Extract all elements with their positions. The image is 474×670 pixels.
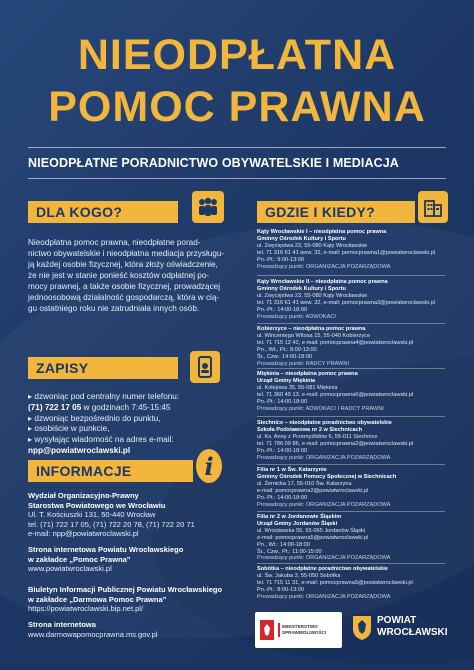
title-line-2: POMOC PRAWNA <box>48 83 426 131</box>
ministry-name: MINISTERSTWO <box>282 624 318 629</box>
title-line-1: NIEODPŁATNA <box>77 31 397 79</box>
list-item: (71) 722 17 05 w godzinach 7:45-15:45 <box>28 402 171 412</box>
divider <box>257 323 445 324</box>
info-block-bip: Biuletyn Informacji Publicznej Powiatu Wrocławskiego w zakładce „Darmowa Pomoc Prawna” https://powiatwroclawski.bip.net.pl/ <box>28 585 238 614</box>
list-item: ▸ dzwoniąc bezpośrednio do punktu, <box>28 413 161 423</box>
location-entry: Miękinia – nieodpłatna pomoc prawna Urząd Gminy Miękinia ul. Kolejowa 35, 55-081 Miękinia tel. 71 360 49 13, e-mail: pomocprawna6@powiatwroclawski.pl Pn.-Pt.: 14:00-18:00 Prowadzący punkt: ADWOKACI I RADCY PRAWNI <box>257 371 414 412</box>
section-heading-informacje: INFORMACJE <box>28 460 193 482</box>
divider <box>28 178 446 179</box>
list-item: ▸ wysyłając wiadomość na adres e-mail: <box>28 435 174 445</box>
location-entry: Kąty Wrocławskie II – nieodpłatna pomoc prawna Gminny Ośrodek Kultury i Sportu ul. Zwycięstwa 23, 55-080 Kąty Wrocławskie tel. 71 316 61 41 wew. 32, e-mail: pomocprawna3@powiatwroclawski.pl Pn.-Pt.: 14:00-18:00 Prowadzący punkt: ADWOKACI <box>257 279 435 320</box>
powiat-name: WROCŁAWSKI <box>377 627 448 638</box>
divider <box>257 416 445 417</box>
bip-link[interactable]: https://powiatwroclawski.bip.net.pl/ <box>28 604 144 614</box>
dla-kogo-text: Nieodpłatna pomoc prawna, nieodpłatne porad- nictwo obywatelskie i nieodpłatna mediacja przysługu- ją każdej osobie fizycznej, która złoży oświadczenie, że nie jest w stanie ponieść kosztów odpłatnej po- mocy prawnej, a także osobie fizycznej, prowadzącej jednoosobową działalność gospodarczą, która w cią- gu ostatniego roku nie zatrudniała innych osób. <box>28 238 225 313</box>
divider <box>28 147 446 148</box>
zapisy-list <box>28 392 238 457</box>
ministry-name: SPRAWIEDLIWOŚCI <box>282 629 327 635</box>
info-icon: i <box>196 449 222 483</box>
powiat-logo <box>352 612 452 648</box>
location-entry: Kobierzyce – nieodpłatna pomoc prawna ul. Wincentego Witosa 15, 55-040 Kobierzyce tel. 71 715 12 42, e-mail: pomocprawna4@powiatwroclawski.pl Pn., Wt., Pt.: 8:00-13:00 Śr., Czw.: 14:00-18:00 Prowadzący punkt: RADCY PRAWNI <box>257 326 414 367</box>
section-heading-zapisy: ZAPISY <box>28 357 178 379</box>
website-link[interactable]: www.powiatwroclawski.pl <box>28 564 112 574</box>
divider <box>257 511 445 512</box>
ministry-logo <box>255 612 342 648</box>
section-heading-dla-kogo: DLA KOGO? <box>28 201 178 223</box>
ms-link[interactable]: www.darmowapomocprawna.ms.gov.pl <box>28 629 158 639</box>
building-icon <box>418 191 448 223</box>
eagle-emblem-icon <box>260 620 274 640</box>
info-block-wydzial: Wydział Organizacyjno-Prawny Starostwa Powiatowego we Wrocławiu Ul. T. Kościuszki 131, 50-440 Wrocław tel. (71) 722 17 05, (71) 722 20 78, (71) 722 20 71 e-mail: npp@powiatwroclawski.pl <box>28 491 195 539</box>
divider <box>257 563 445 564</box>
location-entry: Siechnice – nieodpłatne poradnictwo obywatelskie Szkoła Podstawowa nr 2 w Siechnicach ul. Ks. Anny z Przemyślidów 6, 55-011 Siechnice tel. 71 786 09 86, e-mail: pomocprawna2@powiatwroclawski.pl Pn.-Pt.: 14:00-18:00 Prowadzący punkt: ORGANIZACJA POZARZĄDOWA <box>257 420 414 461</box>
phone-icon <box>190 351 220 383</box>
divider <box>257 275 445 276</box>
list-item: ▸ dzwoniąc pod centralny numer telefonu: <box>28 392 180 401</box>
location-entry: Sobótka – nieodpłatne poradnictwo obywatelskie ul. Św. Jakuba 3, 55-050 Sobótka tel. 71 715 11 31, e-mail: pomocprawna5@powiatwroclawski.pl Pn.-Pt.: 8:00-13:00 Prowadzący punkt: ORGANIZACJA POZARZĄDOWA <box>257 566 413 600</box>
list-item: ▸ osobiście w punkcie, <box>28 424 110 434</box>
coat-of-arms-icon <box>352 615 372 641</box>
location-entry: Kąty Wrocławskie I – nieodpłatna pomoc prawna Gminny Ośrodek Kultury i Sportu ul. Zwycięstwa 23, 55-080 Kąty Wrocławskie tel. 71 316 61 41 wew. 32, e-mail: pomocprawna1@powiatwroclawski.pl Pn.-Pt.: 9:00-13:00 Prowadzący punkt: ORGANIZACJA POZARZĄDOWA <box>257 229 435 270</box>
people-icon <box>192 191 224 223</box>
powiat-name: POWIAT <box>377 615 417 626</box>
subtitle: NIEODPŁATNE PORADNICTWO OBYWATELSKIE I MEDIACJA <box>28 156 399 170</box>
divider <box>257 368 445 369</box>
location-entry: Filia nr 2 w Jordanowie Śląskim Urząd Gminy Jordanów Śląski ul. Wrocławska 55, 55-065 Jordanów Śląski e-mail: pomocprawna5@powiatwroclawski.pl Pn., Wt.: 14:00-18:00 Śr., Czw., Pt.: 11:00-15:00 Prowadzący punkt: ORGANIZACJA POZARZĄDOWA <box>257 514 391 562</box>
phone-number: (71) 722 17 05 <box>28 402 82 412</box>
info-block-ms: Strona internetowa www.darmowapomocprawna.ms.gov.pl <box>28 620 238 639</box>
info-block-strona: Strona internetowa Powiatu Wrocławskiego w zakładce „Pomoc Prawna” www.powiatwroclawski.pl <box>28 545 238 574</box>
divider <box>257 464 445 465</box>
email-link[interactable]: npp@powiatwroclawski.pl <box>28 445 131 455</box>
location-entry: Filia nr 1 w Św. Katarzynie Gminny Ośrodek Pomocy Społecznej w Siechnicach ul. Żernicka 17, 55-010 Św. Katarzyna e-mail: pomocprawna2@powiatwroclawski.pl Pn.-Pt.: 14:00-18:00 Prowadzący punkt: ORGANIZACJA POZARZĄDOWA <box>257 467 397 508</box>
section-heading-gdzie: GDZIE I KIEDY? <box>257 201 415 223</box>
